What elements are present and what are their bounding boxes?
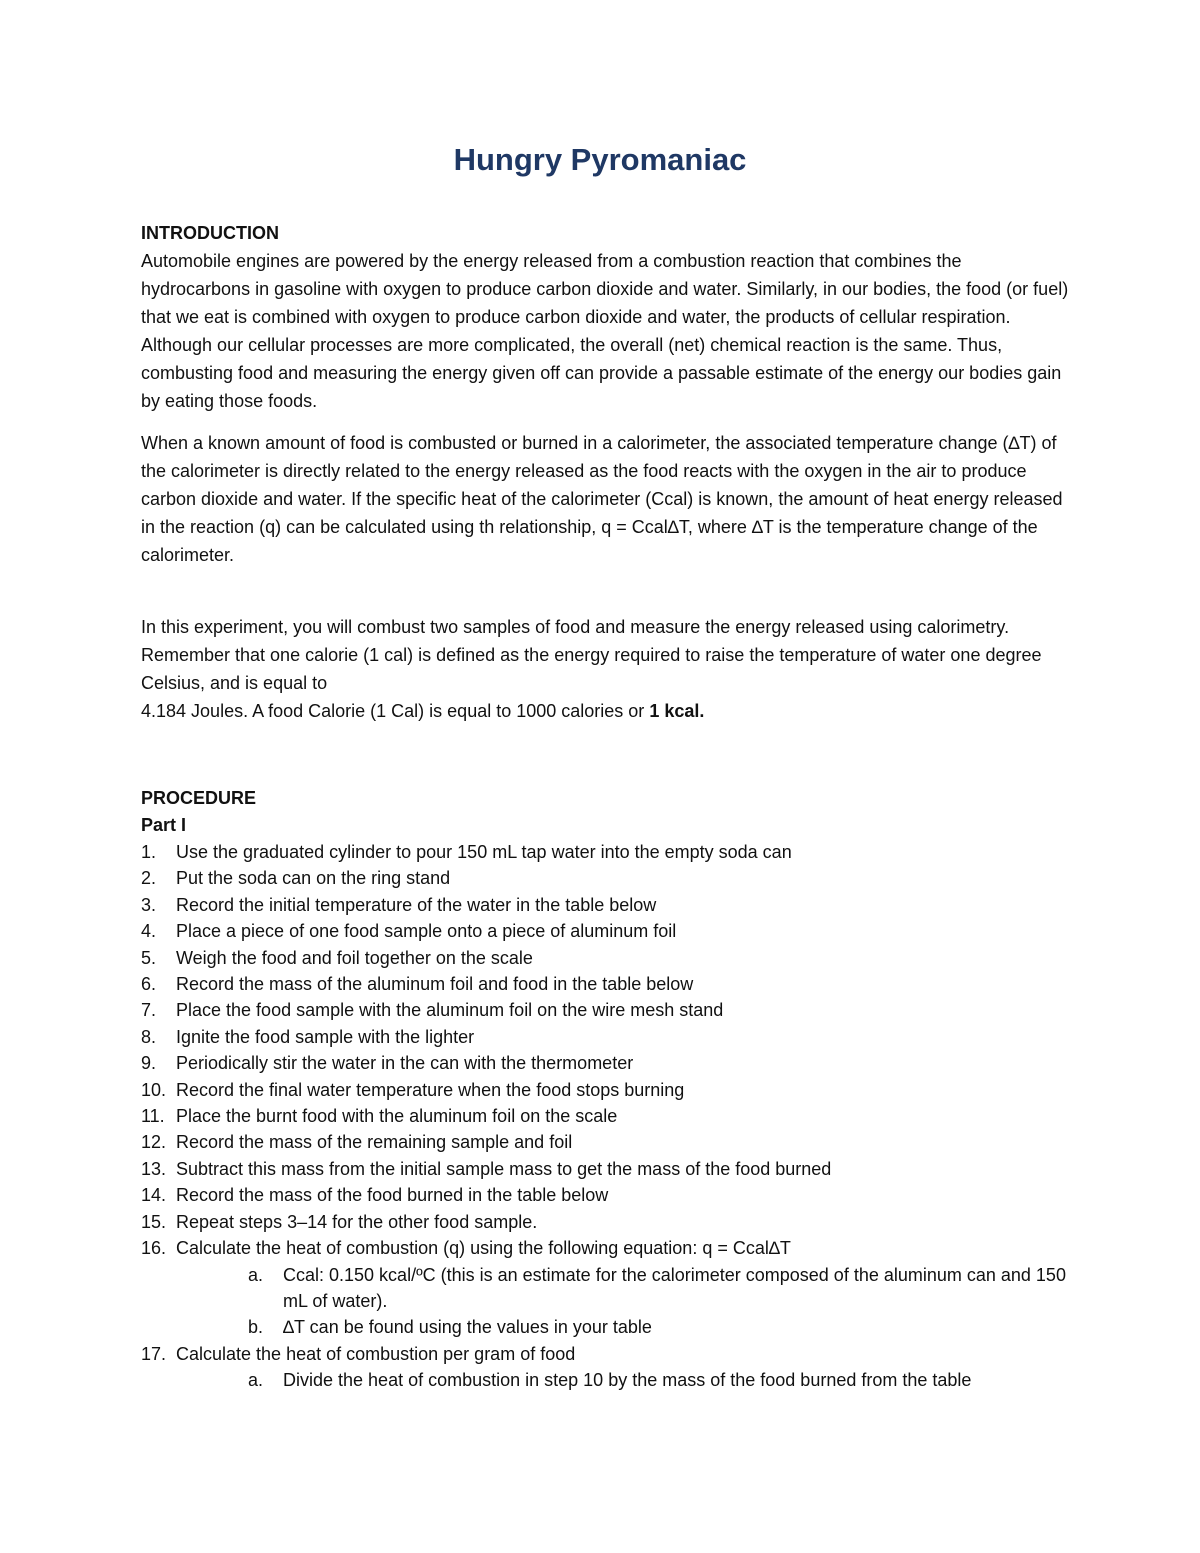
step-number: 8. (141, 1026, 157, 1047)
list-item (141, 997, 1071, 1023)
step-number: 7. (141, 1000, 157, 1021)
list-item (141, 1341, 1071, 1367)
step-text: Place a piece of one food sample onto a piece of aluminum foil (176, 921, 677, 942)
step-text: Record the mass of the aluminum foil and food in the table below (176, 974, 694, 995)
introduction-heading: INTRODUCTION (141, 223, 279, 243)
step-number: 4. (141, 921, 157, 942)
list-item (141, 1050, 1071, 1076)
sub-step-letter: a. (248, 1264, 264, 1285)
intro-paragraph-3 (141, 613, 1071, 725)
step-text: Ignite the food sample with the lighter (176, 1026, 475, 1047)
list-item (141, 1156, 1071, 1182)
step-text: Put the soda can on the ring stand (176, 868, 451, 889)
step-text: Record the mass of the food burned in the table below (176, 1185, 609, 1206)
list-item (141, 839, 1071, 865)
procedure-section (141, 785, 1071, 1394)
sub-step-text: Divide the heat of combustion in step 10 by the mass of the food burned from the table (283, 1370, 972, 1391)
list-item (141, 971, 1071, 997)
list-item (141, 1024, 1071, 1050)
list-item (141, 1129, 1071, 1155)
step-number: 13. (141, 1158, 167, 1179)
list-item (141, 1077, 1071, 1103)
intro-paragraph-3-line-1: In this experiment, you will combust two samples of food and measure the energy released using calorimetry. Remember that one calorie (1 cal) is defined as the energy required to raise the temperature of water one degree Celsius, and is equal to (141, 617, 1042, 693)
introduction-section (141, 220, 1071, 725)
list-item (141, 945, 1071, 971)
sub-step-letter: b. (248, 1317, 264, 1338)
sub-list-item (141, 1367, 1071, 1393)
sub-list-item (141, 1314, 1071, 1340)
part-heading: Part I (141, 815, 187, 835)
step-text: Place the food sample with the aluminum foil on the wire mesh stand (176, 1000, 724, 1021)
intro-paragraph-2: When a known amount of food is combusted or burned in a calorimeter, the associated temperature change (∆T) of the calorimeter is directly related to the energy released as the food reacts with the oxygen in the air to produce carbon dioxide and water. If the specific heat of the calorimeter (Ccal) is known, the amount of heat energy released in the reaction (q) can be calculated using th relationship, q = Ccal∆T, where ∆T is the temperature change of the calorimeter. (141, 433, 1063, 565)
intro-paragraph-3-line-2 (141, 697, 1071, 725)
step-number: 11. (141, 1106, 165, 1127)
list-item (141, 1235, 1071, 1261)
step-text: Calculate the heat of combustion (q) using the following equation: q = Ccal∆T (176, 1238, 791, 1259)
step-text: Record the initial temperature of the water in the table below (176, 894, 657, 915)
step-number: 2. (141, 868, 157, 889)
sub-step-text: ∆T can be found using the values in your table (283, 1317, 652, 1338)
sub-step-text: Ccal: 0.150 kcal/ºC (this is an estimate for the calorimeter composed of the aluminum can and 150 mL of water). (283, 1264, 1066, 1311)
step-number: 6. (141, 974, 157, 995)
step-text: Subtract this mass from the initial sample mass to get the mass of the food burned (176, 1158, 832, 1179)
step-number: 9. (141, 1053, 157, 1074)
step-number: 16. (141, 1238, 167, 1259)
list-item (141, 918, 1071, 944)
step-number: 10. (141, 1079, 167, 1100)
list-item (141, 1209, 1071, 1235)
step-text: Use the graduated cylinder to pour 150 mL tap water into the empty soda can (176, 842, 792, 862)
list-item (141, 865, 1071, 891)
step-number: 15. (141, 1211, 167, 1232)
step-text: Periodically stir the water in the can with the thermometer (176, 1053, 634, 1074)
kcal-text: 1 kcal. (649, 701, 705, 721)
list-item (141, 892, 1071, 918)
list-item (141, 1103, 1071, 1129)
step-text: Calculate the heat of combustion per gram of food (176, 1343, 576, 1364)
step-text: Repeat steps 3–14 for the other food sample. (176, 1211, 538, 1232)
step-text: Place the burnt food with the aluminum foil on the scale (176, 1106, 618, 1127)
list-item (141, 1182, 1071, 1208)
procedure-heading: PROCEDURE (141, 788, 257, 808)
sub-step-letter: a. (248, 1370, 264, 1391)
intro-paragraph-1: Automobile engines are powered by the energy released from a combustion reaction that combines the hydrocarbons in gasoline with oxygen to produce carbon dioxide and water. Similarly, in our bodies, the food (or fuel) that we eat is combined with oxygen to produce carbon dioxide and water, the products of cellular respiration. Although our cellular processes are more complicated, the overall (net) chemical reaction is the same. Thus, combusting food and measuring the energy given off can provide a passable estimate of the energy our bodies gain by eating those foods. (141, 251, 1069, 411)
step-number: 17. (141, 1343, 167, 1364)
procedure-steps (141, 839, 1071, 1394)
joules-text: 4.184 Joules. A food Calorie (1 Cal) is equal to 1000 calories or (141, 701, 650, 721)
step-number: 14. (141, 1185, 167, 1206)
sub-list-item (141, 1262, 1071, 1315)
step-text: Record the mass of the remaining sample and foil (176, 1132, 573, 1153)
step-text: Weigh the food and foil together on the scale (176, 947, 533, 968)
page-title: Hungry Pyromaniac (453, 142, 747, 177)
step-text: Record the final water temperature when the food stops burning (176, 1079, 685, 1100)
step-number: 12. (141, 1132, 167, 1153)
step-number: 3. (141, 894, 157, 915)
step-number: 5. (141, 947, 157, 968)
step-number: 1. (141, 842, 157, 862)
document-body (141, 220, 1071, 1394)
